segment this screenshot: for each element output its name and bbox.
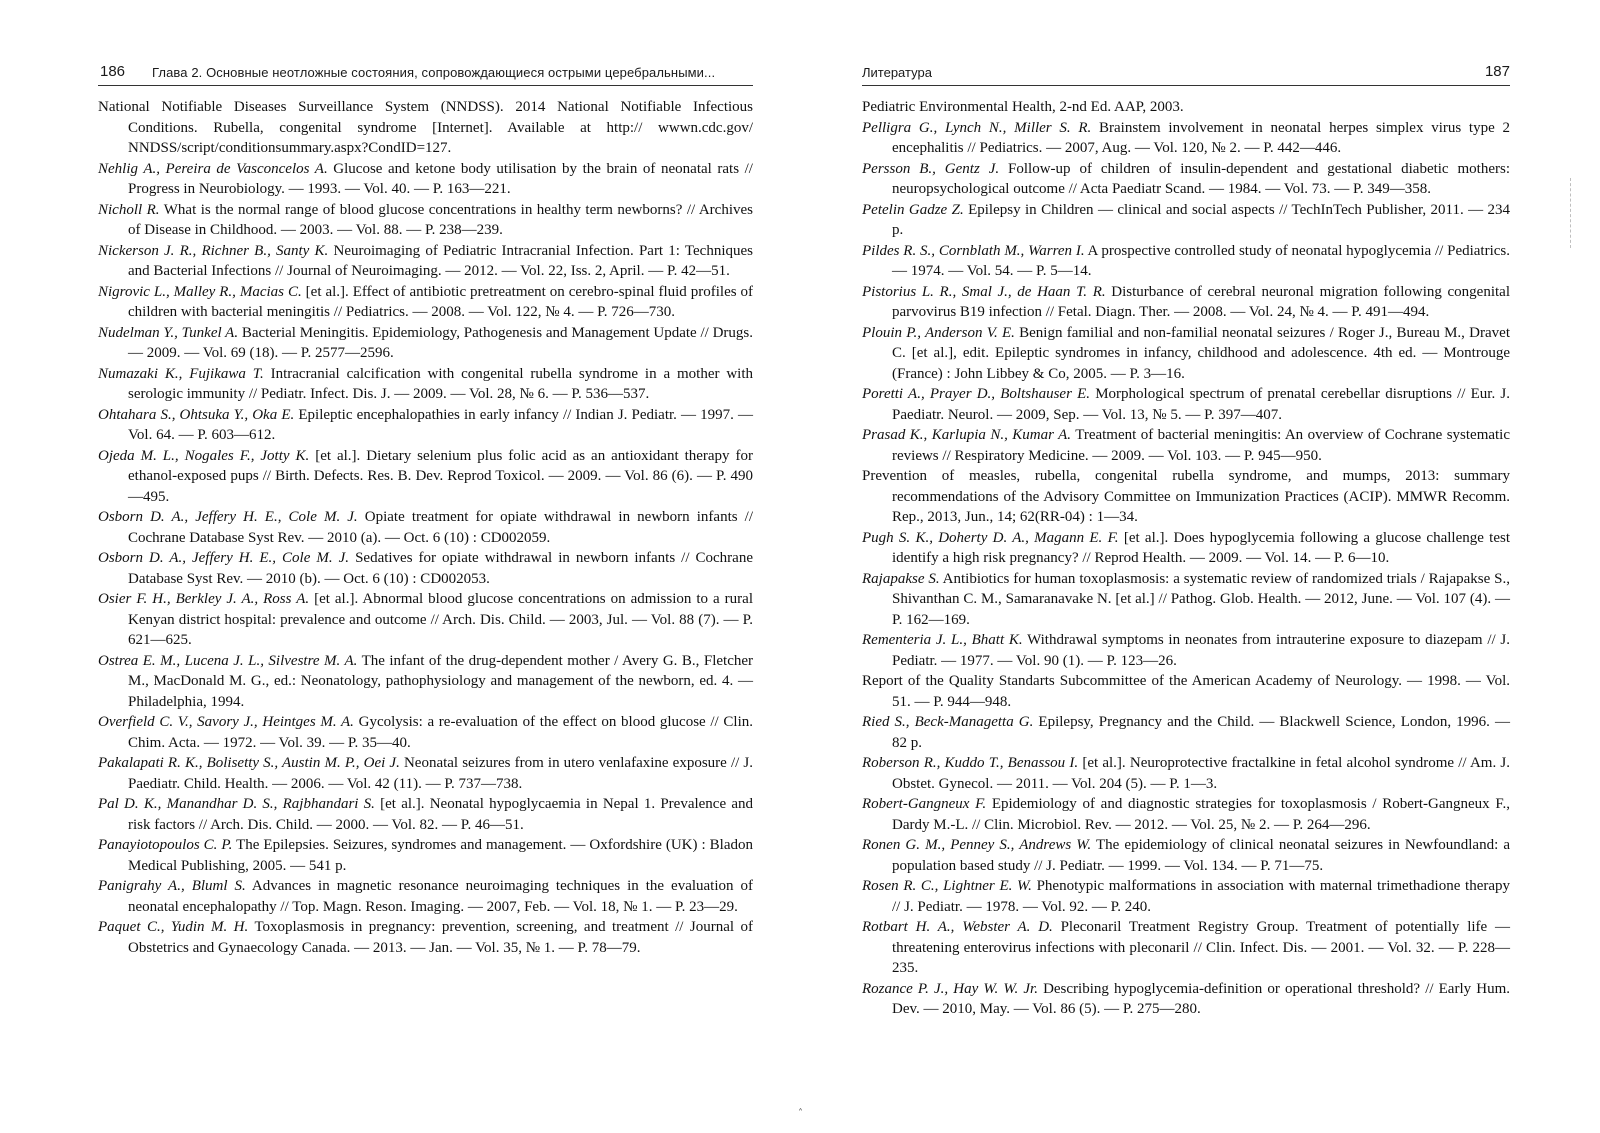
reference-text: National Notifiable Diseases Surveillance System (NNDSS). 2014 National Notifiable Infectious Conditions. Rubella, congenital syndrome [Internet]. Available at http:// wwwn.cdc.gov/ NNDSS/script/conditionsummary.aspx?CondID=127. <box>98 99 753 156</box>
running-head <box>98 62 753 84</box>
reference-text: [et al.]. Does hypoglycemia following a glucose challenge test identify a high risk pregnancy? // Reprod Health. — 2009. — Vol. 14. — P. 6—10. <box>892 529 1510 566</box>
reference-text: Describing hypoglycemia-definition or operational threshold? // Early Hum. Dev. — 2010, May. — Vol. 86 (5). — P. 275—280. <box>892 980 1510 1017</box>
reference-text: Benign familial and non-familial neonatal seizures / Roger J., Bureau M., Dravet C. [et al.], edit. Epileptic syndromes in infancy, childhood and adolescence. 4th ed. — Montrouge (France) : John Libbey & Co, 2005. — P. 3—16. <box>892 324 1510 382</box>
reference-entry <box>862 118 1510 159</box>
reference-text: A prospective controlled study of neonatal hypoglycemia // Pediatrics. — 1974. — Vol. 54. — P. 5—14. <box>892 242 1511 279</box>
reference-authors: Petelin Gadze Z. <box>862 201 964 218</box>
reference-entry <box>98 364 753 405</box>
reference-entry <box>862 876 1510 917</box>
header-rule <box>98 85 753 86</box>
reference-authors: Overfield C. V., Savory J., Heintges M. A. <box>98 714 354 730</box>
reference-entry <box>862 753 1510 794</box>
reference-entry <box>862 712 1510 753</box>
reference-entry <box>862 466 1510 528</box>
reference-text: The infant of the drug-dependent mother / Avery G. B., Fletcher M., MacDonald M. G., ed.: Neonatology, pathophysiology and management of the newborn, ed. 4. — Philadelphia, 1994. <box>128 652 754 710</box>
reference-entry <box>98 917 753 958</box>
reference-text: Epilepsy, Pregnancy and the Child. — Blackwell Science, London, 1996. — 82 p. <box>892 714 1510 751</box>
reference-text: Withdrawal symptoms in neonates from intrauterine exposure to diazepam // J. Pediatr. — 1977. — Vol. 90 (1). — P. 123—26. <box>892 632 1510 669</box>
reference-text: Morphological spectrum of prenatal cerebellar disruptions // Eur. J. Paediatr. Neurol. — 2009, Sep. — Vol. 13, № 5. — P. 397—407. <box>892 386 1510 423</box>
reference-text: [et al.]. Abnormal blood glucose concentrations on admission to a rural Kenyan district hospital: prevalence and outcome // Arch. Dis. Child. — 2003, Jul. — Vol. 88 (7). — P. 621—625. <box>128 591 753 648</box>
running-title: Глава 2. Основные неотложные состояния, сопровождающиеся острыми церебральными... <box>152 65 716 80</box>
reference-entry <box>98 651 753 713</box>
reference-authors: Rosen R. C., Lightner E. W. <box>862 878 1032 894</box>
reference-entry <box>862 569 1510 631</box>
reference-authors: Pugh S. K., Doherty D. A., Magann E. F. <box>862 529 1119 546</box>
reference-authors: Nickerson J. R., Richner B., Santy K. <box>98 242 329 259</box>
reference-text: [et al.]. Dietary selenium plus folic acid as an antioxidant therapy for ethanol-exposed pups // Birth. Defects. Res. B. Dev. Reprod Toxicol. — 2009. — Vol. 86 (6). — P. 490—495. <box>128 447 754 505</box>
reference-authors: Rajapakse S. <box>862 570 940 587</box>
reference-text: Report of the Quality Standarts Subcommittee of the American Academy of Neurology. — 1998. — Vol. 51. — P. 944—948. <box>862 673 1510 710</box>
reference-text: Neuroimaging of Pediatric Intracranial Infection. Part 1: Techniques and Bacterial Infections // Journal of Neuroimaging. — 2012. — Vol. 22, Iss. 2, April. — P. 42—51. <box>128 242 753 279</box>
reference-entry <box>862 97 1510 118</box>
page-edge-artifact <box>1570 178 1573 248</box>
reference-text: Intracranial calcification with congenital rubella syndrome in a mother with serologic immunity // Pediatr. Infect. Dis. J. — 2009. — Vol. 28, № 6. — P. 536—537. <box>128 365 753 402</box>
running-head <box>862 62 1510 84</box>
reference-authors: Ojeda M. L., Nogales F., Jotty K. <box>98 447 310 464</box>
reference-text: Neonatal seizures from in utero venlafaxine exposure // J. Paediatr. Child. Health. — 2006. — Vol. 42 (11). — P. 737—738. <box>128 755 753 792</box>
reference-authors: Rozance P. J., Hay W. W. Jr. <box>862 980 1038 997</box>
reference-authors: Robert-Gangneux F. <box>862 796 987 812</box>
reference-entry <box>862 384 1510 425</box>
reference-authors: Ronen G. M., Penney S., Andrews W. <box>862 837 1092 853</box>
reference-entry <box>862 323 1510 385</box>
header-rule <box>862 85 1510 86</box>
left-page <box>98 0 753 1133</box>
reference-text: Gycolysis: a re-evaluation of the effect on blood glucose // Clin. Chim. Acta. — 1972. — Vol. 39. — P. 35—40. <box>128 714 753 751</box>
reference-authors: Pal D. K., Manandhar D. S., Rajbhandari S. <box>98 796 375 812</box>
reference-text: Phenotypic malformations in association with maternal trimethadione therapy // J. Pediatr. — 1978. — Vol. 92. — P. 240. <box>892 878 1511 915</box>
reference-text: Epidemiology of and diagnostic strategies for toxoplasmosis / Robert-Gangneux F., Dardy M.-L. // Clin. Microbiol. Rev. — 2012. — Vol. 25, № 2. — P. 264—296. <box>892 796 1510 833</box>
page-number: 186 <box>100 63 126 80</box>
reference-authors: Ried S., Beck-Managetta G. <box>862 714 1034 730</box>
reference-text: What is the normal range of blood glucose concentrations in healthy term newborns? // Archives of Disease in Childhood. — 2003. — Vol. 88. — P. 238—239. <box>128 201 753 238</box>
reference-authors: Roberson R., Kuddo T., Benassou I. <box>862 755 1079 771</box>
reference-entry <box>862 979 1510 1020</box>
reference-entry <box>98 548 753 589</box>
reference-entry <box>98 712 753 753</box>
reference-authors: Rotbart H. A., Webster A. D. <box>862 919 1053 935</box>
gutter-mark: ˄ <box>798 1108 803 1119</box>
reference-entry <box>98 446 753 508</box>
reference-text: Bacterial Meningitis. Epidemiology, Pathogenesis and Management Update // Drugs. — 2009. — Vol. 69 (18). — P. 2577—2596. <box>128 324 753 361</box>
reference-entry <box>862 282 1510 323</box>
reference-entry <box>862 200 1510 241</box>
reference-text: The epidemiology of clinical neonatal seizures in Newfoundland: a population based study // J. Pediatr. — 1999. — Vol. 134. — P. 71—75. <box>892 837 1510 874</box>
reference-list <box>98 97 753 958</box>
reference-authors: Prasad K., Karlupia N., Kumar A. <box>862 427 1072 443</box>
reference-authors: Pakalapati R. K., Bolisetty S., Austin M. P., Oei J. <box>98 755 400 771</box>
reference-text: Advances in magnetic resonance neuroimaging techniques in the evaluation of neonatal encephalopathy // Top. Magn. Reson. Imaging. — 2007, Feb. — Vol. 18, № 1. — P. 23—29. <box>128 878 754 915</box>
reference-authors: Osborn D. A., Jeffery H. E., Cole M. J. <box>98 550 350 566</box>
reference-authors: Poretti A., Prayer D., Boltshauser E. <box>862 386 1091 402</box>
reference-entry <box>98 405 753 446</box>
reference-authors: Nicholl R. <box>98 201 160 218</box>
reference-authors: Ohtahara S., Ohtsuka Y., Oka E. <box>98 406 295 423</box>
reference-text: Disturbance of cerebral neuronal migration following congenital parvovirus B19 infection // Fetal. Diagn. Ther. — 2008. — Vol. 24, № 4. — P. 491—494. <box>892 283 1510 320</box>
reference-entry <box>98 282 753 323</box>
reference-authors: Pildes R. S., Cornblath M., Warren I. <box>862 242 1085 259</box>
reference-entry <box>862 241 1510 282</box>
reference-text: [et al.]. Effect of antibiotic pretreatment on cerebro-spinal fluid profiles of children with bacterial meningitis // Pediatrics. — 2008. — Vol. 122, № 4. — P. 726—730. <box>128 283 754 320</box>
reference-text: Epileptic encephalopathies in early infancy // Indian J. Pediatr. — 1997. — Vol. 64. — P. 603—612. <box>128 406 754 443</box>
reference-authors: Osborn D. A., Jeffery H. E., Cole M. J. <box>98 509 358 525</box>
reference-authors: Ostrea E. M., Lucena J. L., Silvestre M. A. <box>98 652 358 669</box>
reference-entry <box>98 97 753 159</box>
reference-entry <box>862 425 1510 466</box>
reference-authors: Persson B., Gentz J. <box>862 160 1000 177</box>
running-title: Литература <box>862 65 932 80</box>
reference-authors: Rementeria J. L., Bhatt K. <box>862 632 1023 648</box>
reference-entry <box>98 507 753 548</box>
reference-entry <box>98 241 753 282</box>
reference-authors: Nigrovic L., Malley R., Macias C. <box>98 283 302 300</box>
reference-text: Epilepsy in Children — clinical and social aspects // TechInTech Publisher, 2011. — 234 p. <box>892 201 1510 238</box>
reference-entry <box>862 794 1510 835</box>
reference-text: The Epilepsies. Seizures, syndromes and management. — Oxfordshire (UK) : Bladon Medical Publishing, 2005. — 541 p. <box>128 837 753 874</box>
reference-authors: Nehlig A., Pereira de Vasconcelos A. <box>98 160 328 177</box>
reference-text: Antibiotics for human toxoplasmosis: a systematic review of randomized trials / Rajapakse S., Shivanthan C. M., Samaranavake N. [et al.] // Pathog. Glob. Health. — 2012, June. — Vol. 107 (4). — P. 162—169. <box>892 570 1511 628</box>
reference-entry <box>98 876 753 917</box>
reference-entry <box>98 753 753 794</box>
reference-text: Treatment of bacterial meningitis: An overview of Cochrane systematic reviews // Respiratory Medicine. — 2009. — Vol. 103. — P. 945—950. <box>892 427 1511 464</box>
reference-authors: Nudelman Y., Tunkel A. <box>98 324 239 341</box>
reference-text: Prevention of measles, rubella, congenital rubella syndrome, and mumps, 2013: summary recommendations of the Advisory Committee on Immunization Practices (ACIP). MMWR Recomm. Rep., 2013, Jun., 14; 62(RR-04) : 1—34. <box>862 468 1510 525</box>
reference-entry <box>98 589 753 651</box>
reference-text: [et al.]. Neuroprotective fractalkine in fetal alcohol syndrome // Am. J. Obstet. Gynecol. — 2011. — Vol. 204 (5). — P. 1—3. <box>892 755 1510 792</box>
reference-entry <box>98 200 753 241</box>
right-page <box>862 0 1510 1133</box>
reference-authors: Pelligra G., Lynch N., Miller S. R. <box>862 119 1092 136</box>
reference-text: [et al.]. Neonatal hypoglycaemia in Nepal 1. Prevalence and risk factors // Arch. Dis. Child. — 2000. — Vol. 82. — P. 46—51. <box>128 796 753 833</box>
reference-entry <box>862 159 1510 200</box>
reference-text: Follow-up of children of insulin-dependent and gestational diabetic mothers: neuropsychological outcome // Acta Paediatr Scand. — 1984. — Vol. 73. — P. 349—358. <box>892 160 1510 197</box>
reference-entry <box>862 835 1510 876</box>
reference-text: Opiate treatment for opiate withdrawal in newborn infants // Cochrane Database Syst Rev. — 2010 (a). — Oct. 6 (10) : CD002059. <box>128 509 753 546</box>
reference-text: Glucose and ketone body utilisation by the brain of neonatal rats // Progress in Neurobiology. — 1993. — Vol. 40. — P. 163—221. <box>128 160 753 197</box>
reference-text: Toxoplasmosis in pregnancy: prevention, screening, and treatment // Journal of Obstetrics and Gynaecology Canada. — 2013. — Jan. — Vol. 35, № 1. — P. 78—79. <box>128 919 753 956</box>
reference-entry <box>862 630 1510 671</box>
reference-authors: Osier F. H., Berkley J. A., Ross A. <box>98 591 310 607</box>
reference-entry <box>98 794 753 835</box>
reference-text: Sedatives for opiate withdrawal in newborn infants // Cochrane Database Syst Rev. — 2010 (b). — Oct. 6 (10) : CD002053. <box>128 550 753 587</box>
reference-text: Pleconaril Treatment Registry Group. Treatment of potentially life — threatening enterovirus infections with pleconaril // Clin. Infect. Dis. — 2001. — Vol. 32. — P. 228—235. <box>892 919 1510 976</box>
reference-authors: Pistorius L. R., Smal J., de Haan T. R. <box>862 283 1106 300</box>
reference-entry <box>862 528 1510 569</box>
reference-authors: Panigrahy A., Bluml S. <box>98 878 246 894</box>
reference-entry <box>862 671 1510 712</box>
reference-authors: Panayiotopoulos C. P. <box>98 837 233 853</box>
reference-entry <box>862 917 1510 979</box>
reference-text: Pediatric Environmental Health, 2-nd Ed. AAP, 2003. <box>862 99 1184 115</box>
page-number: 187 <box>1484 63 1510 80</box>
reference-list <box>862 97 1510 1020</box>
reference-entry <box>98 323 753 364</box>
reference-text: Brainstem involvement in neonatal herpes simplex virus type 2 encephalitis // Pediatrics. — 2007, Aug. — Vol. 120, № 2. — P. 442—446. <box>892 119 1510 156</box>
reference-entry <box>98 835 753 876</box>
reference-authors: Numazaki K., Fujikawa T. <box>98 365 264 382</box>
reference-authors: Paquet C., Yudin M. H. <box>98 919 249 935</box>
reference-entry <box>98 159 753 200</box>
reference-authors: Plouin P., Anderson V. E. <box>862 324 1015 341</box>
